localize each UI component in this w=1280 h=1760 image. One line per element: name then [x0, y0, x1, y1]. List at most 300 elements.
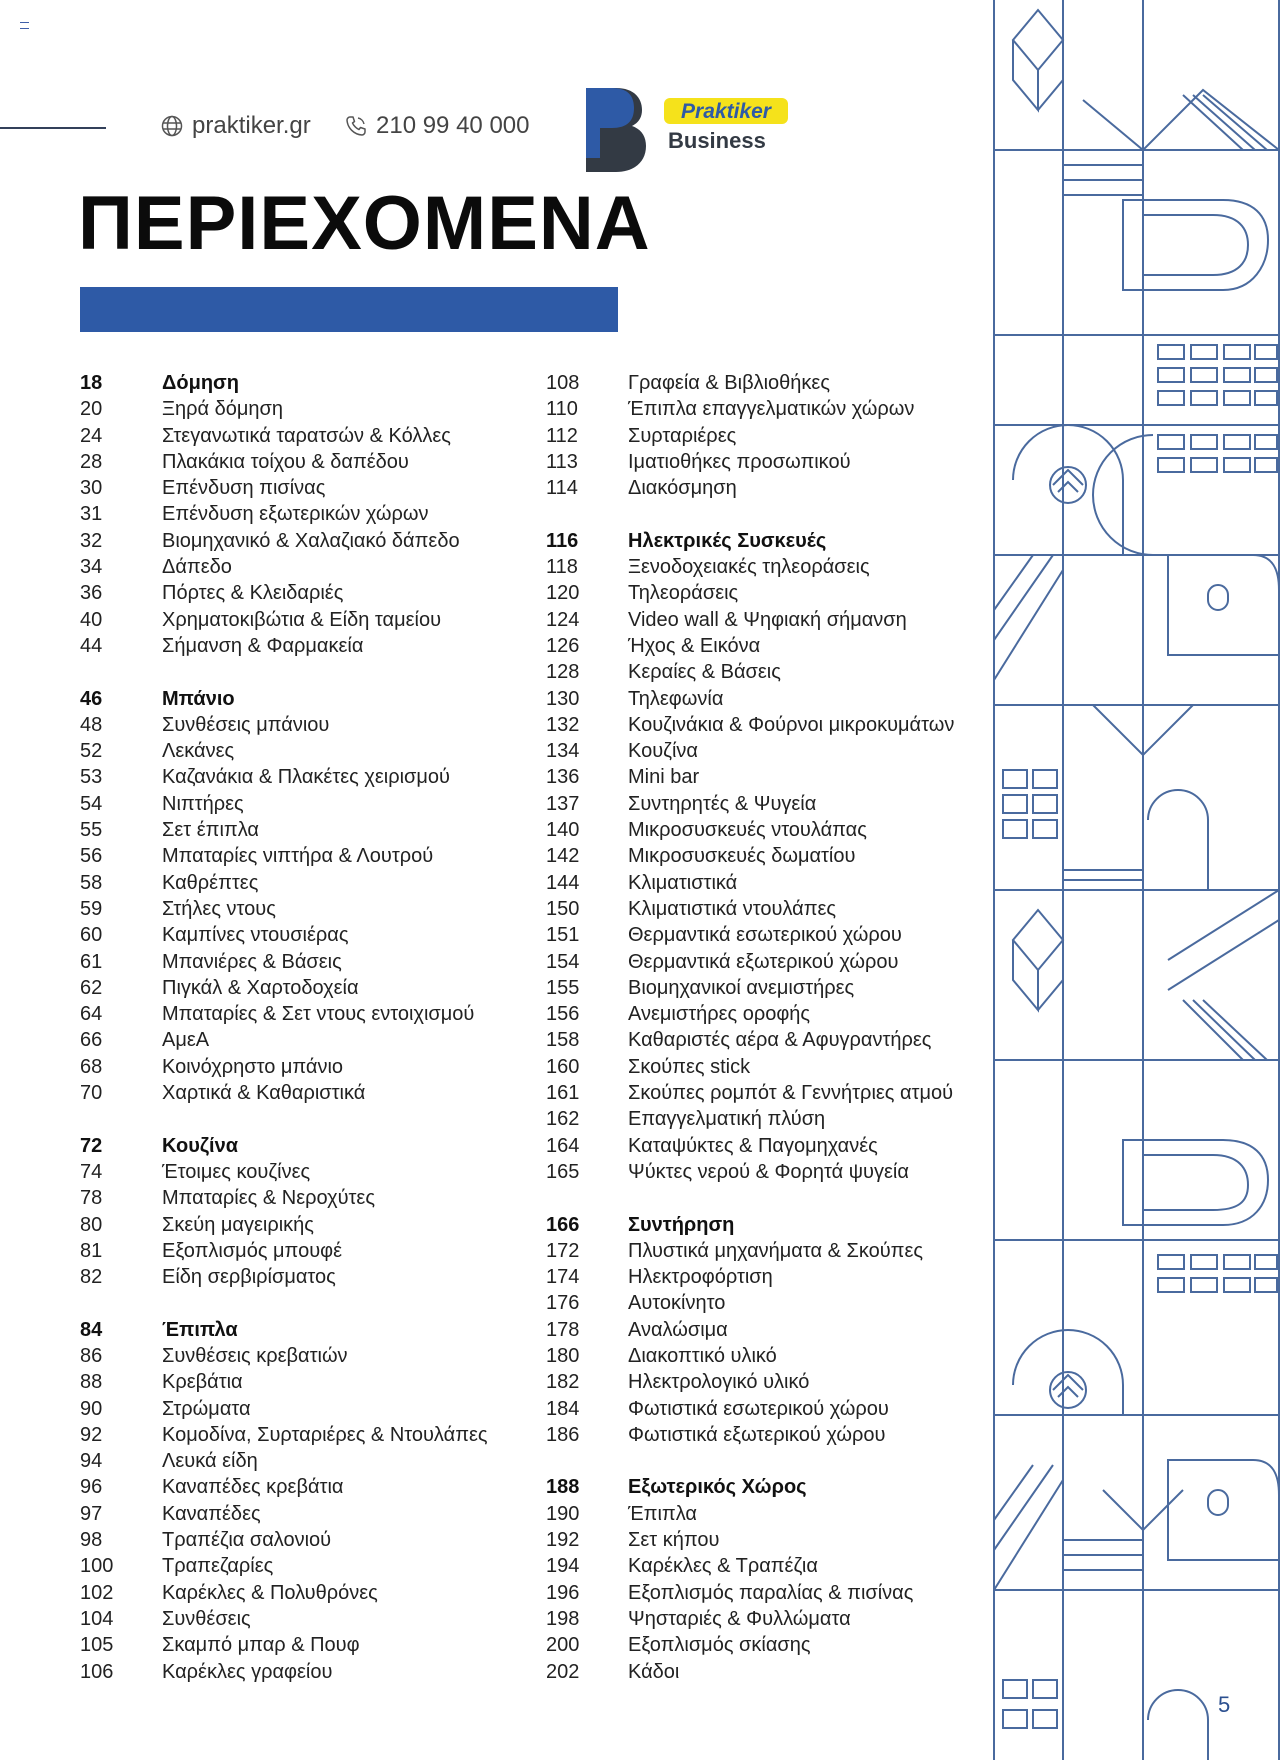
toc-entry[interactable]: [80, 1448, 488, 1474]
toc-page-number: 55: [80, 819, 103, 842]
toc-section-heading[interactable]: [80, 1317, 488, 1343]
toc-label: Συντήρηση: [628, 1213, 735, 1236]
toc-page-number: 59: [80, 897, 103, 920]
toc-page-number: 36: [80, 582, 103, 605]
page-number: 5: [1218, 1692, 1231, 1717]
toc-entry[interactable]: [80, 1212, 488, 1238]
logo-word-business: Business: [668, 128, 766, 153]
toc-page-number: 166: [546, 1213, 580, 1236]
toc-label: Καναπέδες κρεβάτια: [162, 1476, 344, 1499]
toc-page-number: 72: [80, 1134, 103, 1157]
toc-page-number: 34: [80, 556, 103, 579]
toc-page-number: 30: [80, 477, 103, 500]
toc-right-column: [546, 370, 954, 1685]
toc-label: Αναλώσιμα: [628, 1318, 728, 1341]
toc-label: Είδη σερβιρίσματος: [162, 1266, 336, 1289]
section-spacer: [546, 501, 954, 527]
toc-entry[interactable]: [546, 475, 954, 501]
toc-label: Εξωτερικός Χώρος: [628, 1476, 807, 1499]
toc-page-number: 80: [80, 1213, 103, 1236]
toc-label: Εξοπλισμός σκίασης: [628, 1634, 811, 1657]
toc-label: Σήμανση & Φαρμακεία: [162, 634, 364, 657]
toc-entry[interactable]: [546, 975, 954, 1001]
toc-label: Τραπέζια σαλονιού: [162, 1529, 332, 1552]
toc-label: Συνθέσεις κρεβατιών: [162, 1344, 348, 1367]
toc-label: Τραπεζαρίες: [162, 1555, 274, 1578]
toc-label: Ανεμιστήρες οροφής: [628, 1003, 811, 1026]
toc-page-number: 18: [80, 372, 103, 394]
toc-entry[interactable]: [80, 1422, 488, 1448]
toc-entry[interactable]: [80, 712, 488, 738]
toc-entry[interactable]: [546, 1501, 954, 1527]
toc-entry[interactable]: [80, 1606, 488, 1632]
toc-page-number: 132: [546, 713, 580, 736]
toc-entry[interactable]: [546, 1527, 954, 1553]
toc-page-number: 154: [546, 950, 580, 973]
toc-entry[interactable]: [80, 791, 488, 817]
toc-page-number: 106: [80, 1660, 114, 1683]
toc-entry[interactable]: [80, 554, 488, 580]
toc-page-number: 94: [80, 1450, 103, 1473]
toc-page-number: 70: [80, 1082, 103, 1105]
toc-label: Έπιπλα: [628, 1502, 697, 1525]
toc-page-number: 97: [80, 1502, 103, 1525]
toc-label: Κλιματιστικά ντουλάπες: [628, 897, 837, 920]
toc-label: Κουζίνα: [628, 740, 698, 763]
toc-label: ΑμεΑ: [162, 1029, 210, 1052]
toc-page-number: 86: [80, 1344, 103, 1367]
toc-entry[interactable]: [546, 580, 954, 606]
toc-label: Μικροσυσκευές δωματίου: [628, 845, 856, 868]
toc-page-number: 118: [546, 556, 578, 579]
toc-entry[interactable]: [546, 1553, 954, 1579]
section-spacer: [546, 1185, 954, 1211]
toc-entry[interactable]: [80, 922, 488, 948]
toc-label: Ήχος & Εικόνα: [628, 634, 761, 657]
toc-entry[interactable]: [80, 449, 488, 475]
toc-page-number: 130: [546, 687, 580, 710]
toc-page-number: 74: [80, 1160, 103, 1183]
toc-page-number: 137: [546, 792, 580, 815]
toc-label: Κουζινάκια & Φούρνοι μικροκυμάτων: [628, 713, 955, 736]
toc-label: Σετ κήπου: [628, 1529, 720, 1552]
toc-label: Δάπεδο: [162, 556, 232, 579]
toc-entry[interactable]: [80, 1474, 488, 1500]
toc-page-number: 200: [546, 1634, 580, 1657]
toc-page-number: 156: [546, 1003, 580, 1026]
toc-page-number: 198: [546, 1607, 580, 1630]
toc-entry[interactable]: [546, 1632, 954, 1658]
title-accent-bar: [80, 287, 618, 332]
toc-label: Στήλες ντους: [162, 897, 276, 920]
toc-entry[interactable]: [80, 1001, 488, 1027]
toc-page-number: 102: [80, 1581, 114, 1604]
toc-page-number: 78: [80, 1187, 103, 1210]
toc-label: Συνθέσεις: [162, 1607, 251, 1630]
toc-section-heading[interactable]: [546, 528, 954, 554]
toc-entry[interactable]: [80, 1501, 488, 1527]
toc-entry[interactable]: [546, 1422, 954, 1448]
toc-label: Σκούπες ρομπότ & Γεννήτριες ατμού: [628, 1082, 954, 1105]
toc-page-number: 162: [546, 1108, 580, 1131]
toc-page-number: 178: [546, 1318, 580, 1341]
toc-page-number: 155: [546, 976, 580, 999]
corner-mark: [20, 22, 29, 29]
toc-entry[interactable]: [546, 1396, 954, 1422]
toc-label: Καρέκλες & Πολυθρόνες: [162, 1581, 378, 1604]
toc-left-column: [80, 370, 488, 1685]
toc-entry[interactable]: [80, 949, 488, 975]
toc-entry[interactable]: [546, 949, 954, 975]
toc-entry[interactable]: [80, 764, 488, 790]
toc-page-number: 96: [80, 1476, 103, 1499]
toc-entry[interactable]: [546, 1106, 954, 1132]
logo-word-praktiker: Praktiker: [681, 100, 771, 123]
toc-label: Χρηματοκιβώτια & Είδη ταμείου: [162, 608, 442, 631]
toc-entry[interactable]: [80, 580, 488, 606]
toc-page-number: 151: [546, 924, 580, 947]
toc-label: Ηλεκτροφόρτιση: [628, 1266, 773, 1289]
toc-label: Ηλεκτρολογικό υλικό: [628, 1371, 810, 1394]
toc-entry[interactable]: [546, 1606, 954, 1632]
toc-label: Πιγκάλ & Χαρτοδοχεία: [162, 976, 359, 999]
toc-label: Video wall & Ψηφιακή σήμανση: [628, 608, 907, 631]
toc-label: Τηλεφωνία: [628, 687, 724, 710]
toc-entry[interactable]: [546, 1369, 954, 1395]
toc-label: Μπαταρίες & Νεροχύτες: [162, 1187, 375, 1210]
toc-page-number: 32: [80, 529, 103, 552]
toc-label: Μπανιέρες & Βάσεις: [162, 950, 342, 973]
toc-label: Θερμαντικά εσωτερικού χώρου: [628, 924, 902, 947]
toc-label: Καμπίνες ντουσιέρας: [162, 924, 349, 947]
toc-entry[interactable]: [80, 870, 488, 896]
toc-page-number: 124: [546, 608, 580, 631]
toc-label: Σκούπες stick: [628, 1055, 751, 1078]
toc-entry[interactable]: [546, 1080, 954, 1106]
toc-entry[interactable]: [546, 1238, 954, 1264]
toc-entry[interactable]: [546, 1659, 954, 1685]
toc-page-number: 90: [80, 1397, 103, 1420]
toc-entry[interactable]: [80, 423, 488, 449]
toc-entry[interactable]: [80, 396, 488, 422]
toc-label: Κομοδίνα, Συρταριέρες & Ντουλάπες: [162, 1423, 488, 1446]
toc-page-number: 53: [80, 766, 103, 789]
toc-entry[interactable]: [80, 633, 488, 659]
toc-page-number: 144: [546, 871, 580, 894]
toc-entry[interactable]: [80, 1185, 488, 1211]
toc-label: Τηλεοράσεις: [628, 582, 739, 605]
toc-entry[interactable]: [546, 896, 954, 922]
toc-page-number: 120: [546, 582, 580, 605]
toc-label: Ηλεκτρικές Συσκευές: [628, 529, 827, 552]
toc-entry[interactable]: [546, 870, 954, 896]
toc-entry[interactable]: [80, 843, 488, 869]
toc-section-heading[interactable]: [80, 686, 488, 712]
section-spacer: [80, 659, 488, 685]
toc-label: Καζανάκια & Πλακέτες χειρισμού: [162, 766, 450, 789]
toc-entry[interactable]: [546, 449, 954, 475]
toc-label: Βιομηχανικό & Χαλαζιακό δάπεδο: [162, 529, 460, 552]
decorative-geometric-pattern: [993, 0, 1280, 1760]
toc-label: Διακοπτικό υλικό: [628, 1344, 777, 1367]
toc-entry[interactable]: [546, 1343, 954, 1369]
toc-page-number: 68: [80, 1055, 103, 1078]
toc-entry[interactable]: [80, 1054, 488, 1080]
toc-entry[interactable]: [546, 1054, 954, 1080]
toc-page-number: 84: [80, 1318, 103, 1341]
toc-label: Δόμηση: [162, 372, 239, 394]
toc-section-heading[interactable]: [80, 1133, 488, 1159]
toc-label: Ξηρά δόμηση: [162, 398, 283, 421]
toc-label: Καρέκλες γραφείου: [162, 1660, 333, 1683]
toc-label: Συνθέσεις μπάνιου: [162, 713, 330, 736]
toc-page-number: 108: [546, 372, 580, 394]
toc-entry[interactable]: [80, 1369, 488, 1395]
toc-page-number: 128: [546, 661, 580, 684]
toc-label: Κλιματιστικά: [628, 871, 738, 894]
page-title: ΠΕΡΙΕΧΟΜΕΝΑ: [78, 181, 651, 266]
toc-label: Αυτοκίνητο: [628, 1292, 726, 1315]
toc-page-number: 88: [80, 1371, 103, 1394]
toc-page-number: 113: [546, 450, 578, 473]
toc-label: Ψύκτες νερού & Φορητά ψυγεία: [628, 1160, 909, 1183]
toc-label: Καθαριστές αέρα & Αφυγραντήρες: [628, 1029, 932, 1052]
toc-entry[interactable]: [80, 1343, 488, 1369]
toc-label: Νιπτήρες: [162, 792, 244, 815]
toc-page-number: 110: [546, 398, 578, 421]
toc-label: Βιομηχανικοί ανεμιστήρες: [628, 976, 855, 999]
toc-page-number: 56: [80, 845, 103, 868]
toc-page-number: 20: [80, 398, 103, 421]
toc-label: Συρταριέρες: [628, 424, 737, 447]
toc-entry[interactable]: [546, 1317, 954, 1343]
toc-page-number: 114: [546, 477, 578, 500]
toc-label: Κάδοι: [628, 1660, 680, 1683]
toc-page-number: 61: [80, 950, 103, 973]
toc-entry[interactable]: [80, 1580, 488, 1606]
toc-entry[interactable]: [80, 1659, 488, 1685]
toc-label: Συντηρητές & Ψυγεία: [628, 792, 817, 815]
toc-label: Πλακάκια τοίχου & δαπέδου: [162, 450, 409, 473]
toc-entry[interactable]: [546, 554, 954, 580]
toc-page-number: 105: [80, 1634, 114, 1657]
toc-label: Mini bar: [628, 766, 700, 789]
toc-entry[interactable]: [546, 1264, 954, 1290]
toc-page-number: 134: [546, 740, 580, 763]
toc-page-number: 164: [546, 1134, 580, 1157]
toc-label: Σετ έπιπλα: [162, 819, 259, 842]
toc-entry[interactable]: [546, 423, 954, 449]
toc-page-number: 165: [546, 1160, 580, 1183]
toc-entry[interactable]: [80, 975, 488, 1001]
toc-page-number: 82: [80, 1266, 103, 1289]
toc-page-number: 66: [80, 1029, 103, 1052]
toc-page-number: 46: [80, 687, 103, 710]
toc-label: Μπάνιο: [162, 687, 235, 710]
toc-page-number: 40: [80, 608, 103, 631]
toc-label: Επένδυση εξωτερικών χώρων: [162, 503, 429, 526]
toc-label: Μπαταρίες & Σετ ντους εντοιχισμού: [162, 1003, 475, 1026]
toc-entry[interactable]: [80, 1027, 488, 1053]
toc-label: Χαρτικά & Καθαριστικά: [162, 1082, 366, 1105]
toc-entry[interactable]: [80, 1159, 488, 1185]
toc-label: Κρεβάτια: [162, 1371, 243, 1394]
phone-contact[interactable]: [344, 112, 529, 140]
toc-label: Φωτιστικά εσωτερικού χώρου: [628, 1397, 889, 1420]
toc-page-number: 24: [80, 424, 103, 447]
toc-page-number: 100: [80, 1555, 114, 1578]
toc-entry[interactable]: [546, 843, 954, 869]
toc-page-number: 192: [546, 1529, 580, 1552]
toc-entry[interactable]: [80, 896, 488, 922]
toc-page-number: 174: [546, 1266, 580, 1289]
toc-label: Ξενοδοχειακές τηλεοράσεις: [628, 556, 870, 579]
toc-page-number: 142: [546, 845, 580, 868]
toc-page-number: 196: [546, 1581, 580, 1604]
toc-entry[interactable]: [80, 1080, 488, 1106]
praktiker-business-logo: [586, 88, 796, 172]
globe-icon: [160, 114, 184, 138]
toc-entry[interactable]: [546, 922, 954, 948]
toc-entry[interactable]: [546, 1001, 954, 1027]
toc-label: Έτοιμες κουζίνες: [162, 1160, 311, 1183]
toc-page-number: 52: [80, 740, 103, 763]
toc-label: Καταψύκτες & Παγομηχανές: [628, 1134, 878, 1157]
toc-page-number: 58: [80, 871, 103, 894]
toc-label: Κεραίες & Βάσεις: [628, 661, 781, 684]
toc-label: Θερμαντικά εξωτερικού χώρου: [628, 950, 899, 973]
section-spacer: [80, 1106, 488, 1132]
toc-label: Πόρτες & Κλειδαριές: [162, 582, 344, 605]
toc-page-number: 190: [546, 1502, 580, 1525]
toc-page-number: 140: [546, 819, 580, 842]
toc-entry[interactable]: [546, 764, 954, 790]
toc-page-number: 202: [546, 1660, 580, 1683]
toc-page-number: 158: [546, 1029, 580, 1052]
toc-entry[interactable]: [546, 1580, 954, 1606]
toc-page-number: 182: [546, 1371, 580, 1394]
toc-entry[interactable]: [80, 475, 488, 501]
website-text: praktiker.gr: [192, 112, 311, 139]
toc-page-number: 126: [546, 634, 580, 657]
toc-label: Μπαταρίες νιπτήρα & Λουτρού: [162, 845, 434, 868]
toc-page-number: 160: [546, 1055, 580, 1078]
section-spacer: [546, 1448, 954, 1474]
toc-label: Λεκάνες: [162, 740, 235, 763]
toc-entry[interactable]: [546, 791, 954, 817]
toc-page-number: 188: [546, 1476, 580, 1499]
toc-page-number: 180: [546, 1344, 580, 1367]
toc-page-number: 150: [546, 897, 580, 920]
toc-label: Επαγγελματική πλύση: [628, 1108, 826, 1131]
toc-entry[interactable]: [80, 607, 488, 633]
toc-entry[interactable]: [546, 1290, 954, 1316]
toc-entry[interactable]: [546, 738, 954, 764]
toc-page-number: 116: [546, 529, 579, 552]
toc-entry[interactable]: [80, 1632, 488, 1658]
website-contact[interactable]: [160, 112, 311, 140]
toc-entry[interactable]: [546, 686, 954, 712]
toc-entry[interactable]: [546, 607, 954, 633]
toc-label: Επένδυση πισίνας: [162, 477, 326, 500]
toc-page-number: 31: [80, 503, 103, 526]
toc-entry[interactable]: [80, 738, 488, 764]
toc-label: Πλυστικά μηχανήματα & Σκούπες: [628, 1239, 924, 1262]
toc-entry[interactable]: [546, 1133, 954, 1159]
toc-page-number: 186: [546, 1423, 580, 1446]
toc-label: Εξοπλισμός μπουφέ: [162, 1239, 343, 1262]
toc-entry[interactable]: [80, 528, 488, 554]
toc-section-heading[interactable]: [546, 1474, 954, 1500]
toc-entry[interactable]: [80, 501, 488, 527]
toc-entry[interactable]: [546, 712, 954, 738]
toc-page-number: 194: [546, 1555, 580, 1578]
toc-label: Καθρέπτες: [162, 871, 259, 894]
toc-label: Στεγανωτικά ταρατσών & Κόλλες: [162, 424, 451, 447]
toc-entry[interactable]: [80, 1238, 488, 1264]
toc-entry[interactable]: [546, 370, 954, 396]
toc-entry[interactable]: [546, 817, 954, 843]
toc-label: Σκεύη μαγειρικής: [162, 1213, 314, 1236]
toc-label: Φωτιστικά εξωτερικού χώρου: [628, 1423, 886, 1446]
toc-entry[interactable]: [546, 1159, 954, 1185]
toc-entry[interactable]: [546, 633, 954, 659]
phone-icon: [344, 114, 368, 138]
toc-label: Ψησταριές & Φυλλώματα: [628, 1607, 851, 1630]
toc-page-number: 161: [546, 1082, 580, 1105]
toc-label: Λευκά είδη: [162, 1450, 258, 1473]
toc-entry[interactable]: [80, 1553, 488, 1579]
toc-section-heading[interactable]: [546, 1212, 954, 1238]
toc-label: Έπιπλα επαγγελματικών χώρων: [628, 398, 915, 421]
header-rule: [0, 127, 106, 129]
toc-entry[interactable]: [546, 1027, 954, 1053]
toc-entry[interactable]: [546, 396, 954, 422]
toc-label: Κουζίνα: [162, 1134, 239, 1157]
toc-page-number: 172: [546, 1239, 580, 1262]
toc-entry[interactable]: [546, 659, 954, 685]
toc-page-number: 60: [80, 924, 103, 947]
toc-label: Σκαμπό μπαρ & Πουφ: [162, 1634, 360, 1657]
section-spacer: [80, 1290, 488, 1316]
toc-page-number: 54: [80, 792, 103, 815]
toc-section-heading[interactable]: [80, 370, 488, 396]
toc-page-number: 176: [546, 1292, 580, 1315]
toc-page-number: 104: [80, 1607, 114, 1630]
toc-page-number: 48: [80, 713, 103, 736]
toc-entry[interactable]: [80, 817, 488, 843]
toc-page-number: 92: [80, 1423, 103, 1446]
toc-page-number: 112: [546, 424, 578, 447]
toc-entry[interactable]: [80, 1264, 488, 1290]
toc-label: Ιματιοθήκες προσωπικού: [628, 450, 851, 473]
toc-entry[interactable]: [80, 1396, 488, 1422]
toc-page-number: 28: [80, 450, 103, 473]
toc-label: Καρέκλες & Τραπέζια: [628, 1555, 818, 1578]
toc-page-number: 184: [546, 1397, 580, 1420]
toc-page-number: 81: [80, 1239, 103, 1262]
toc-label: Έπιπλα: [162, 1318, 238, 1341]
toc-label: Κοινόχρηστο μπάνιο: [162, 1055, 344, 1078]
toc-entry[interactable]: [80, 1527, 488, 1553]
toc-label: Μικροσυσκευές ντουλάπας: [628, 819, 867, 842]
toc-page-number: 136: [546, 766, 580, 789]
toc-page-number: 64: [80, 1003, 103, 1026]
toc-page-number: 62: [80, 976, 103, 999]
toc-label: Γραφεία & Βιβλιοθήκες: [628, 372, 830, 394]
toc-page-number: 44: [80, 634, 103, 657]
toc-label: Στρώματα: [162, 1397, 251, 1420]
